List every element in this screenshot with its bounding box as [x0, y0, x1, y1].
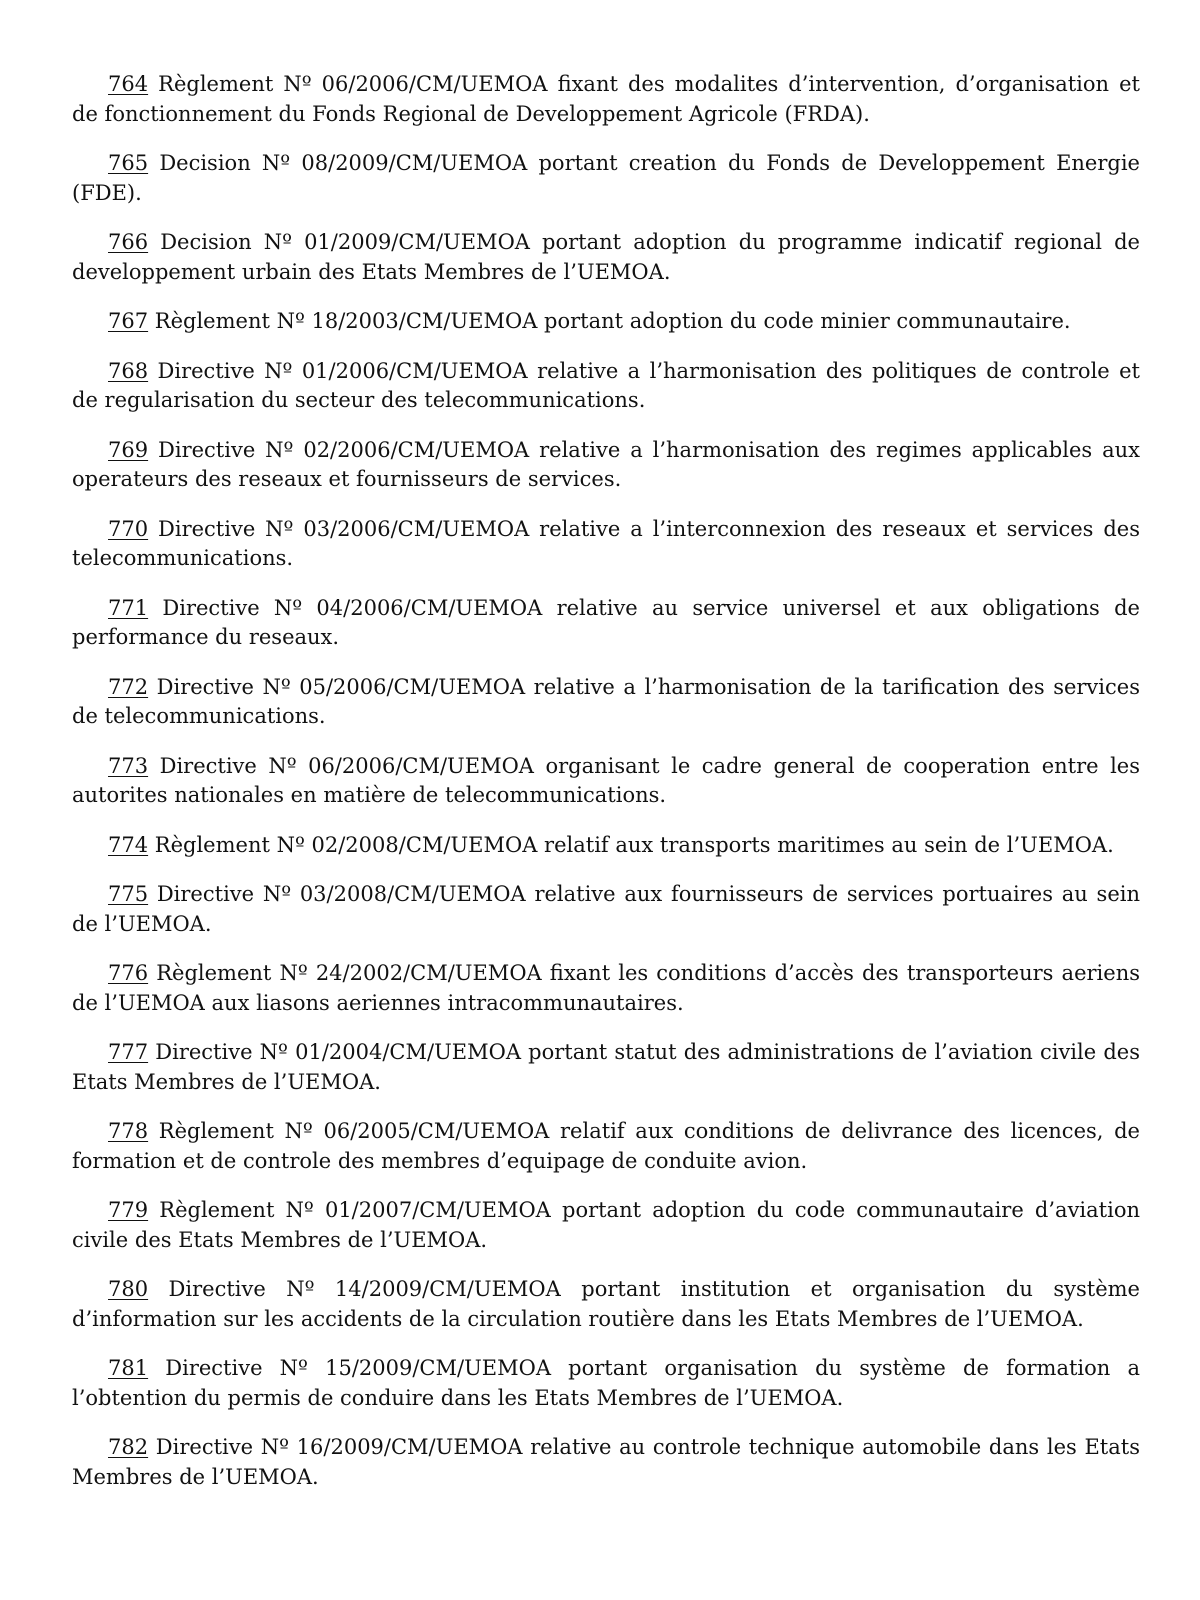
entry-number: 764	[108, 72, 149, 96]
entry-number: 773	[108, 753, 149, 778]
entry-text: Decision Nº 01/2009/CM/UEMOA portant adoption du programme indicatif regional de developpement urbain des Etats Membres de l’UEMOA.	[72, 230, 1140, 284]
entry-text: Directive Nº 14/2009/CM/UEMOA portant institution et organisation du système d’information sur les accidents de la circulation routière dans les Etats Membres de l’UEMOA.	[72, 1277, 1140, 1331]
entry-text: Directive Nº 15/2009/CM/UEMOA portant organisation du système de formation a l’obtention du permis de conduire dans les Etats Membres de l’UEMOA.	[72, 1356, 1140, 1410]
entry-number: 776	[108, 961, 149, 985]
entry-number: 778	[108, 1119, 149, 1143]
list-item	[72, 959, 1140, 1018]
entry-text: Directive Nº 04/2006/CM/UEMOA relative au service universel et aux obligations de performance du reseaux.	[72, 595, 1140, 649]
list-item	[72, 436, 1140, 495]
entry-number: 779	[108, 1198, 149, 1222]
list-item	[72, 673, 1140, 732]
list-item	[72, 880, 1140, 939]
entry-text: Directive Nº 03/2008/CM/UEMOA relative aux fournisseurs de services portuaires au sein de l’UEMOA.	[72, 882, 1140, 936]
entry-number: 771	[108, 595, 149, 620]
entry-text: Règlement Nº 02/2008/CM/UEMOA relatif aux transports maritimes au sein de l’UEMOA.	[154, 832, 1114, 857]
entry-number: 774	[108, 832, 149, 857]
document-page	[72, 70, 1140, 1512]
list-item	[72, 1196, 1140, 1255]
entry-text: Decision Nº 08/2009/CM/UEMOA portant creation du Fonds de Developpement Energie (FDE).	[72, 151, 1140, 205]
list-item	[72, 1275, 1140, 1334]
list-item	[72, 70, 1140, 129]
entry-text: Directive Nº 16/2009/CM/UEMOA relative au controle technique automobile dans les Etats Membres de l’UEMOA.	[72, 1435, 1140, 1489]
list-item	[72, 1117, 1140, 1176]
list-item	[72, 1354, 1140, 1413]
entry-text: Règlement Nº 24/2002/CM/UEMOA fixant les conditions d’accès des transporteurs aeriens de l’UEMOA aux liasons aeriennes intracommunautaires.	[72, 961, 1140, 1015]
entry-number: 765	[108, 151, 149, 175]
list-item	[72, 357, 1140, 416]
entry-text: Directive Nº 05/2006/CM/UEMOA relative a l’harmonisation de la tarification des services de telecommunications.	[72, 674, 1140, 728]
entry-number: 770	[108, 516, 149, 541]
entry-text: Règlement Nº 06/2005/CM/UEMOA relatif aux conditions de delivrance des licences, de formation et de controle des membres d’equipage de conduite avion.	[72, 1119, 1140, 1173]
entry-number: 767	[108, 309, 149, 333]
list-item	[72, 515, 1140, 574]
entry-text: Directive Nº 01/2006/CM/UEMOA relative a l’harmonisation des politiques de controle et de regularisation du secteur des telecommunications.	[72, 358, 1140, 412]
entry-number: 766	[108, 230, 149, 254]
list-item	[72, 228, 1140, 287]
entry-text: Règlement Nº 18/2003/CM/UEMOA portant adoption du code minier communautaire.	[154, 309, 1071, 333]
entry-number: 769	[108, 437, 149, 462]
entry-number: 768	[108, 358, 149, 383]
entry-number: 772	[108, 674, 149, 699]
entry-text: Directive Nº 02/2006/CM/UEMOA relative a l’harmonisation des regimes applicables aux operateurs des reseaux et fournisseurs de services.	[72, 437, 1140, 491]
entry-text: Directive Nº 06/2006/CM/UEMOA organisant le cadre general de cooperation entre les autorites nationales en matière de telecommunications.	[72, 753, 1140, 807]
list-item	[72, 307, 1140, 337]
list-item	[72, 752, 1140, 811]
entry-number: 781	[108, 1356, 149, 1380]
entry-text: Règlement Nº 06/2006/CM/UEMOA fixant des modalites d’intervention, d’organisation et de fonctionnement du Fonds Regional de Developpement Agricole (FRDA).	[72, 72, 1140, 126]
entry-text: Directive Nº 03/2006/CM/UEMOA relative a l’interconnexion des reseaux et services des telecommunications.	[72, 516, 1140, 570]
list-item	[72, 594, 1140, 653]
entry-text: Directive Nº 01/2004/CM/UEMOA portant statut des administrations de l’aviation civile des Etats Membres de l’UEMOA.	[72, 1040, 1140, 1094]
entry-number: 777	[108, 1040, 149, 1064]
list-item	[72, 149, 1140, 208]
list-item	[72, 1038, 1140, 1097]
entry-number: 775	[108, 882, 149, 906]
entry-number: 782	[108, 1435, 149, 1459]
list-item	[72, 831, 1140, 861]
entry-number: 780	[108, 1277, 149, 1301]
entry-text: Règlement Nº 01/2007/CM/UEMOA portant adoption du code communautaire d’aviation civile des Etats Membres de l’UEMOA.	[72, 1198, 1140, 1252]
list-item	[72, 1433, 1140, 1492]
